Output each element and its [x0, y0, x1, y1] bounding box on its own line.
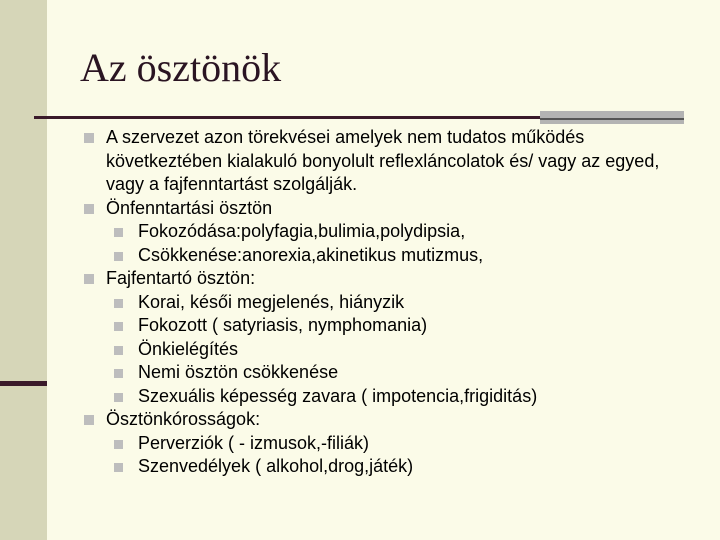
- square-bullet-icon: [114, 463, 123, 472]
- bullet-text: Szenvedélyek ( alkohol,drog,játék): [138, 456, 414, 476]
- side-decoration-mark: [0, 381, 47, 386]
- bullet-text: Korai, késői megjelenés, hiányzik: [138, 291, 405, 312]
- bullet-item: [84, 197, 684, 221]
- square-bullet-icon: [114, 299, 123, 308]
- square-bullet-icon: [114, 440, 123, 449]
- bullet-text: Önfenntartási ösztön: [106, 197, 273, 218]
- square-bullet-icon: [84, 274, 94, 284]
- bullet-text: Nemi ösztön csökkenése: [138, 362, 339, 382]
- sub-bullet-item: [84, 291, 684, 315]
- bullet-item: [84, 126, 684, 197]
- sub-bullet-item: [84, 455, 684, 479]
- sub-bullet-item: [84, 432, 684, 456]
- square-bullet-icon: [114, 252, 123, 261]
- sub-bullet-item: [84, 244, 684, 268]
- bullet-text: Csökkenése:anorexia,akinetikus mutizmus,: [138, 244, 484, 265]
- slide-title: Az ösztönök: [80, 45, 282, 90]
- bullet-item: [84, 267, 684, 291]
- sub-bullet-item: [84, 314, 684, 338]
- square-bullet-icon: [84, 415, 94, 425]
- title-divider-accent-line: [540, 118, 684, 120]
- square-bullet-icon: [114, 369, 123, 378]
- bullet-text: Fokozott ( satyriasis, nymphomania): [138, 315, 428, 335]
- bullet-list: [84, 126, 684, 479]
- sub-bullet-item: [84, 361, 684, 385]
- bullet-text: Fokozódása:polyfagia,bulimia,polydipsia,: [138, 221, 466, 241]
- bullet-text: Önkielégítés: [138, 338, 239, 359]
- sub-bullet-item: [84, 338, 684, 362]
- bullet-item: [84, 408, 684, 432]
- square-bullet-icon: [114, 393, 123, 402]
- bullet-text: Szexuális képesség zavara ( impotencia,frigiditás): [138, 385, 538, 406]
- sub-bullet-item: [84, 385, 684, 409]
- square-bullet-icon: [114, 322, 123, 331]
- bullet-text: Fajfentartó ösztön:: [106, 268, 256, 288]
- side-decoration-strip: [0, 0, 47, 540]
- bullet-text: Perverziók ( - izmusok,-filiák): [138, 432, 370, 453]
- square-bullet-icon: [114, 346, 123, 355]
- bullet-text: A szervezet azon törekvései amelyek nem tudatos működés következtében kialakuló bonyolult reflexláncolatok és/ vagy az egyed, vagy a fajfenntartást szolgálják.: [106, 127, 660, 194]
- square-bullet-icon: [114, 228, 123, 237]
- square-bullet-icon: [84, 133, 94, 143]
- sub-bullet-item: [84, 220, 684, 244]
- bullet-text: Ösztönkórosságok:: [106, 409, 261, 429]
- square-bullet-icon: [84, 204, 94, 214]
